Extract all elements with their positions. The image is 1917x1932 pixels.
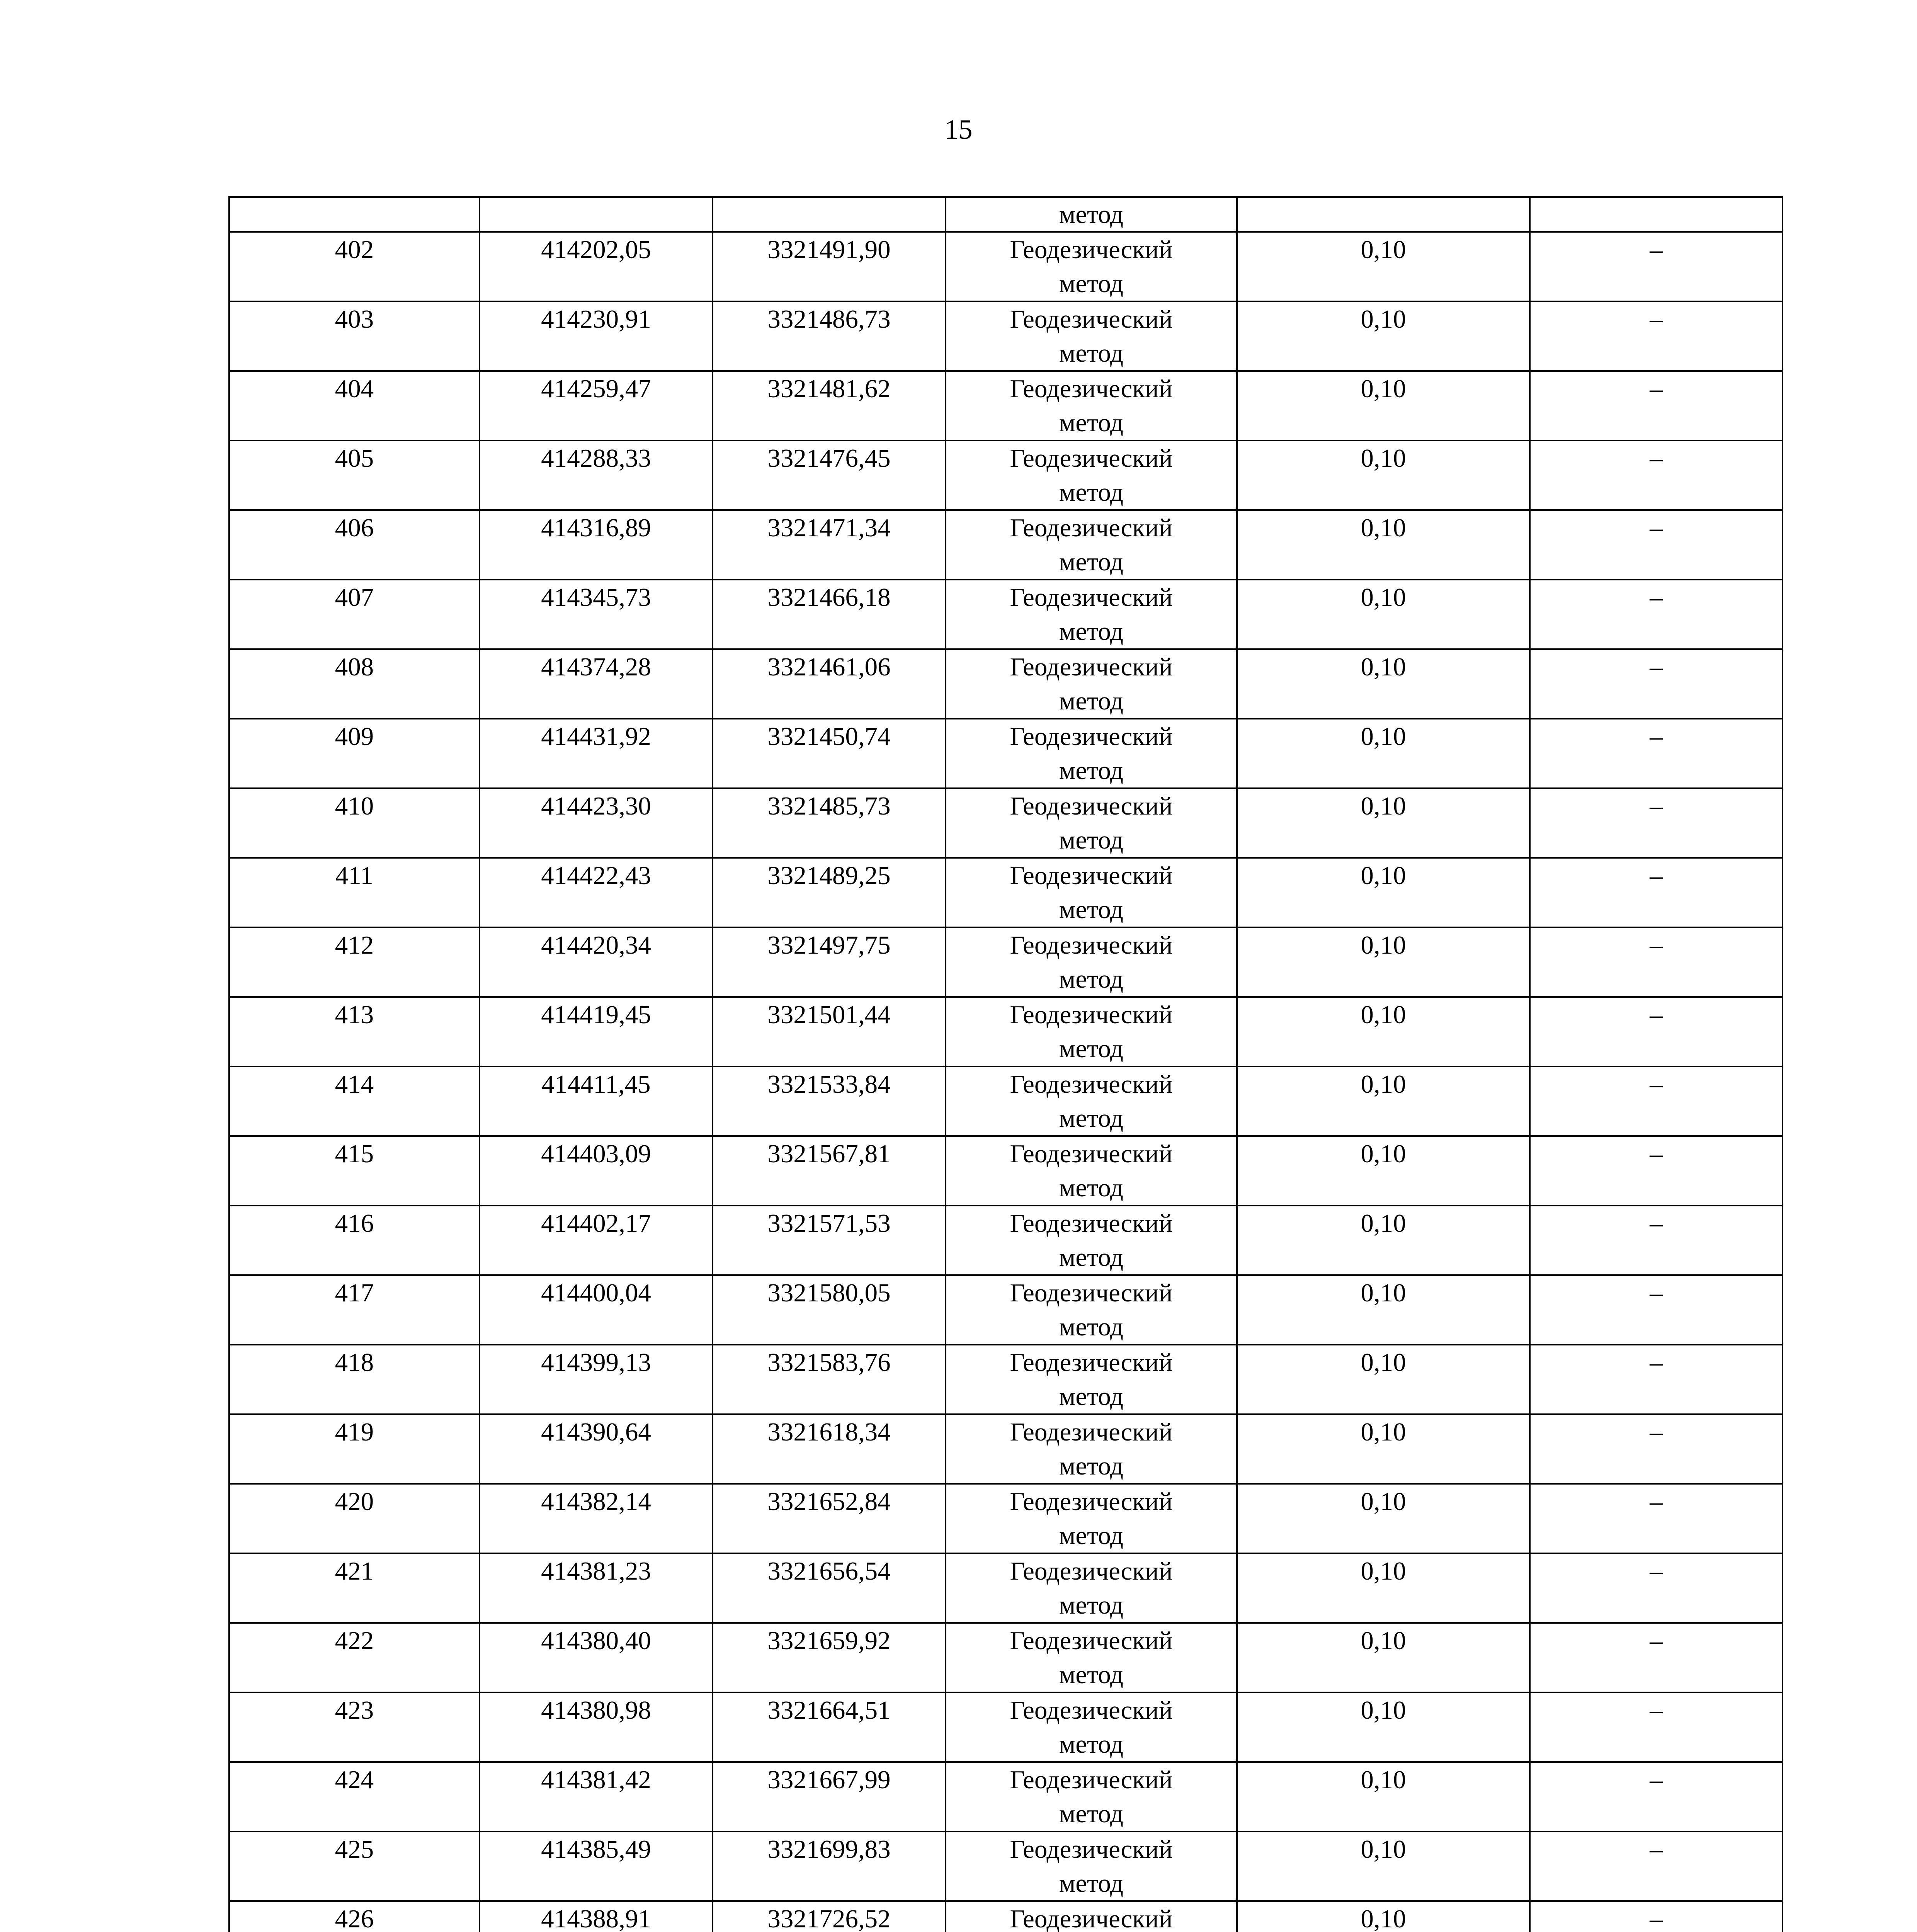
note-cell: – <box>1530 1623 1783 1692</box>
y-coordinate-cell: 3321489,25 <box>713 858 946 927</box>
table-row <box>229 1623 1783 1692</box>
accuracy-cell: 0,10 <box>1237 371 1530 440</box>
point-number-cell: 408 <box>229 649 480 719</box>
method-line-2: метод <box>1059 756 1124 785</box>
table-row <box>229 301 1783 371</box>
method-line-2: метод <box>1059 617 1124 646</box>
method-cell <box>946 1762 1237 1832</box>
method-cell <box>946 1136 1237 1206</box>
continuation-row <box>229 197 1783 232</box>
method-cell <box>946 1066 1237 1136</box>
table-row <box>229 510 1783 580</box>
method-cell <box>946 858 1237 927</box>
point-number-cell: 415 <box>229 1136 480 1206</box>
method-cell <box>946 719 1237 788</box>
method-cell <box>946 371 1237 440</box>
accuracy-cell: 0,10 <box>1237 440 1530 510</box>
point-number-cell: 410 <box>229 788 480 858</box>
method-line-1: Геодезический <box>1010 792 1173 820</box>
y-coordinate-cell: 3321461,06 <box>713 649 946 719</box>
accuracy-cell: 0,10 <box>1237 788 1530 858</box>
accuracy-cell: 0,10 <box>1237 997 1530 1066</box>
method-line-1: Геодезический <box>1010 653 1173 681</box>
y-coordinate-cell: 3321485,73 <box>713 788 946 858</box>
method-line-2: метод <box>1059 1104 1124 1133</box>
method-cell <box>946 1484 1237 1553</box>
point-number-cell: 409 <box>229 719 480 788</box>
x-coordinate-cell: 414419,45 <box>480 997 713 1066</box>
y-coordinate-cell: 3321476,45 <box>713 440 946 510</box>
y-coordinate-cell: 3321450,74 <box>713 719 946 788</box>
table-row <box>229 371 1783 440</box>
note-cell: – <box>1530 440 1783 510</box>
method-line-1: Геодезический <box>1010 1209 1173 1238</box>
accuracy-cell: 0,10 <box>1237 510 1530 580</box>
point-number-cell: 416 <box>229 1206 480 1275</box>
accuracy-cell: 0,10 <box>1237 1623 1530 1692</box>
method-line-2: метод <box>1059 1382 1124 1411</box>
table-row <box>229 580 1783 649</box>
method-line-2: метод <box>1059 1591 1124 1619</box>
method-cell <box>946 1345 1237 1414</box>
table-row <box>229 1553 1783 1623</box>
y-coordinate-cell: 3321466,18 <box>713 580 946 649</box>
x-coordinate-cell: 414230,91 <box>480 301 713 371</box>
method-line-1: Геодезический <box>1010 583 1173 612</box>
note-cell: – <box>1530 1345 1783 1414</box>
table-row <box>229 858 1783 927</box>
method-cell <box>946 649 1237 719</box>
method-cell <box>946 580 1237 649</box>
point-number-cell <box>229 197 480 232</box>
point-number-cell: 405 <box>229 440 480 510</box>
table-row <box>229 232 1783 301</box>
method-cell <box>946 1275 1237 1345</box>
x-coordinate-cell: 414382,14 <box>480 1484 713 1553</box>
accuracy-cell: 0,10 <box>1237 649 1530 719</box>
method-cell: метод <box>946 197 1237 232</box>
note-cell: – <box>1530 997 1783 1066</box>
accuracy-cell: 0,10 <box>1237 719 1530 788</box>
x-coordinate-cell: 414288,33 <box>480 440 713 510</box>
point-number-cell: 403 <box>229 301 480 371</box>
x-coordinate-cell: 414400,04 <box>480 1275 713 1345</box>
table-row <box>229 1136 1783 1206</box>
method-line-2: метод <box>1059 1799 1124 1828</box>
method-line-2: метод <box>1059 1869 1124 1898</box>
note-cell: – <box>1530 371 1783 440</box>
accuracy-cell: 0,10 <box>1237 1692 1530 1762</box>
note-cell: – <box>1530 301 1783 371</box>
x-coordinate-cell: 414423,30 <box>480 788 713 858</box>
x-coordinate-cell: 414345,73 <box>480 580 713 649</box>
method-line-2: метод <box>1059 895 1124 924</box>
accuracy-cell: 0,10 <box>1237 1275 1530 1345</box>
table-row <box>229 1206 1783 1275</box>
method-line-1: Геодезический <box>1010 1835 1173 1864</box>
coordinates-table-body <box>229 197 1783 1932</box>
accuracy-cell: 0,10 <box>1237 1484 1530 1553</box>
table-row <box>229 1345 1783 1414</box>
method-line-1: Геодезический <box>1010 1905 1173 1932</box>
x-coordinate-cell: 414316,89 <box>480 510 713 580</box>
x-coordinate-cell: 414390,64 <box>480 1414 713 1484</box>
table-row <box>229 1484 1783 1553</box>
y-coordinate-cell: 3321667,99 <box>713 1762 946 1832</box>
note-cell: – <box>1530 1553 1783 1623</box>
method-line-2: метод <box>1059 1243 1124 1272</box>
table-row <box>229 440 1783 510</box>
method-cell <box>946 1206 1237 1275</box>
point-number-cell: 414 <box>229 1066 480 1136</box>
method-line-2: метод <box>1059 1660 1124 1689</box>
method-cell <box>946 997 1237 1066</box>
table-row <box>229 788 1783 858</box>
point-number-cell: 412 <box>229 927 480 997</box>
x-coordinate-cell: 414385,49 <box>480 1832 713 1901</box>
accuracy-cell: 0,10 <box>1237 1553 1530 1623</box>
accuracy-cell: 0,10 <box>1237 580 1530 649</box>
note-cell <box>1530 197 1783 232</box>
table-row <box>229 1414 1783 1484</box>
point-number-cell: 402 <box>229 232 480 301</box>
method-cell <box>946 788 1237 858</box>
method-line-2: метод <box>1059 408 1124 437</box>
y-coordinate-cell: 3321571,53 <box>713 1206 946 1275</box>
x-coordinate-cell: 414374,28 <box>480 649 713 719</box>
y-coordinate-cell: 3321580,05 <box>713 1275 946 1345</box>
accuracy-cell: 0,10 <box>1237 1901 1530 1932</box>
accuracy-cell: 0,10 <box>1237 1136 1530 1206</box>
note-cell: – <box>1530 649 1783 719</box>
y-coordinate-cell: 3321481,62 <box>713 371 946 440</box>
y-coordinate-cell: 3321567,81 <box>713 1136 946 1206</box>
table-row <box>229 1066 1783 1136</box>
method-line-2: метод <box>1059 1452 1124 1480</box>
x-coordinate-cell <box>480 197 713 232</box>
method-line-2: метод <box>1059 548 1124 576</box>
y-coordinate-cell: 3321497,75 <box>713 927 946 997</box>
method-cell <box>946 1901 1237 1932</box>
point-number-cell: 406 <box>229 510 480 580</box>
x-coordinate-cell: 414381,23 <box>480 1553 713 1623</box>
y-coordinate-cell: 3321699,83 <box>713 1832 946 1901</box>
x-coordinate-cell: 414431,92 <box>480 719 713 788</box>
table-row <box>229 1762 1783 1832</box>
method-line-2: метод <box>1059 687 1124 715</box>
x-coordinate-cell: 414420,34 <box>480 927 713 997</box>
method-line-2: метод <box>1059 478 1124 507</box>
y-coordinate-cell: 3321533,84 <box>713 1066 946 1136</box>
method-line-1: Геодезический <box>1010 374 1173 403</box>
method-line-2: метод <box>1059 1173 1124 1202</box>
method-line-1: Геодезический <box>1010 1418 1173 1446</box>
point-number-cell: 411 <box>229 858 480 927</box>
note-cell: – <box>1530 719 1783 788</box>
note-cell: – <box>1530 510 1783 580</box>
method-line-1: Геодезический <box>1010 1696 1173 1725</box>
method-line-2: метод <box>1059 339 1124 367</box>
note-cell: – <box>1530 1136 1783 1206</box>
x-coordinate-cell: 414202,05 <box>480 232 713 301</box>
point-number-cell: 423 <box>229 1692 480 1762</box>
x-coordinate-cell: 414403,09 <box>480 1136 713 1206</box>
x-coordinate-cell: 414402,17 <box>480 1206 713 1275</box>
y-coordinate-cell: 3321618,34 <box>713 1414 946 1484</box>
method-line-1: Геодезический <box>1010 1626 1173 1655</box>
note-cell: – <box>1530 1762 1783 1832</box>
method-line-1: Геодезический <box>1010 1765 1173 1794</box>
method-line-2: метод <box>1059 269 1124 298</box>
method-line-1: Геодезический <box>1010 1557 1173 1585</box>
y-coordinate-cell <box>713 197 946 232</box>
point-number-cell: 404 <box>229 371 480 440</box>
x-coordinate-cell: 414380,98 <box>480 1692 713 1762</box>
method-line-1: Геодезический <box>1010 444 1173 473</box>
method-line-1: Геодезический <box>1010 1279 1173 1307</box>
y-coordinate-cell: 3321664,51 <box>713 1692 946 1762</box>
method-line-1: Геодезический <box>1010 1348 1173 1377</box>
note-cell: – <box>1530 858 1783 927</box>
table-row <box>229 927 1783 997</box>
note-cell: – <box>1530 788 1783 858</box>
page-number: 15 <box>944 114 973 145</box>
y-coordinate-cell: 3321652,84 <box>713 1484 946 1553</box>
accuracy-cell: 0,10 <box>1237 1414 1530 1484</box>
method-cell <box>946 301 1237 371</box>
method-cell <box>946 1832 1237 1901</box>
note-cell: – <box>1530 1414 1783 1484</box>
y-coordinate-cell: 3321491,90 <box>713 232 946 301</box>
x-coordinate-cell: 414259,47 <box>480 371 713 440</box>
method-line-2: метод <box>1059 965 1124 993</box>
x-coordinate-cell: 414411,45 <box>480 1066 713 1136</box>
method-cell <box>946 927 1237 997</box>
method-line-1: Геодезический <box>1010 1070 1173 1099</box>
note-cell: – <box>1530 1692 1783 1762</box>
y-coordinate-cell: 3321471,34 <box>713 510 946 580</box>
accuracy-cell: 0,10 <box>1237 301 1530 371</box>
method-line-2: метод <box>1059 826 1124 854</box>
method-line-2: метод <box>1059 1521 1124 1550</box>
accuracy-cell: 0,10 <box>1237 1832 1530 1901</box>
accuracy-cell: 0,10 <box>1237 1762 1530 1832</box>
accuracy-cell: 0,10 <box>1237 232 1530 301</box>
point-number-cell: 422 <box>229 1623 480 1692</box>
accuracy-cell: 0,10 <box>1237 1206 1530 1275</box>
note-cell: – <box>1530 1206 1783 1275</box>
method-cell <box>946 440 1237 510</box>
method-cell <box>946 1623 1237 1692</box>
table-row <box>229 1901 1783 1932</box>
note-cell: – <box>1530 580 1783 649</box>
note-cell: – <box>1530 232 1783 301</box>
method-line-2: метод <box>1059 1730 1124 1759</box>
point-number-cell: 424 <box>229 1762 480 1832</box>
point-number-cell: 413 <box>229 997 480 1066</box>
method-line-1: Геодезический <box>1010 305 1173 333</box>
point-number-cell: 407 <box>229 580 480 649</box>
point-number-cell: 420 <box>229 1484 480 1553</box>
point-number-cell: 425 <box>229 1832 480 1901</box>
table-row <box>229 1692 1783 1762</box>
method-cell <box>946 1692 1237 1762</box>
method-line-2: метод <box>1059 1034 1124 1063</box>
x-coordinate-cell: 414381,42 <box>480 1762 713 1832</box>
method-line-1: Геодезический <box>1010 1000 1173 1029</box>
note-cell: – <box>1530 1275 1783 1345</box>
accuracy-cell: 0,10 <box>1237 1345 1530 1414</box>
y-coordinate-cell: 3321656,54 <box>713 1553 946 1623</box>
method-line-1: Геодезический <box>1010 1487 1173 1516</box>
table-row <box>229 649 1783 719</box>
y-coordinate-cell: 3321726,52 <box>713 1901 946 1932</box>
coordinates-table <box>228 196 1783 1932</box>
point-number-cell: 421 <box>229 1553 480 1623</box>
method-line-1: Геодезический <box>1010 1139 1173 1168</box>
x-coordinate-cell: 414388,91 <box>480 1901 713 1932</box>
method-line-1: Геодезический <box>1010 722 1173 751</box>
point-number-cell: 417 <box>229 1275 480 1345</box>
method-line-1: Геодезический <box>1010 931 1173 959</box>
table-row <box>229 1832 1783 1901</box>
y-coordinate-cell: 3321583,76 <box>713 1345 946 1414</box>
accuracy-cell <box>1237 197 1530 232</box>
y-coordinate-cell: 3321501,44 <box>713 997 946 1066</box>
note-cell: – <box>1530 1901 1783 1932</box>
y-coordinate-cell: 3321659,92 <box>713 1623 946 1692</box>
accuracy-cell: 0,10 <box>1237 1066 1530 1136</box>
note-cell: – <box>1530 927 1783 997</box>
method-cell <box>946 1553 1237 1623</box>
x-coordinate-cell: 414422,43 <box>480 858 713 927</box>
x-coordinate-cell: 414399,13 <box>480 1345 713 1414</box>
table-row <box>229 1275 1783 1345</box>
method-line-1: Геодезический <box>1010 514 1173 542</box>
accuracy-cell: 0,10 <box>1237 858 1530 927</box>
accuracy-cell: 0,10 <box>1237 927 1530 997</box>
note-cell: – <box>1530 1066 1783 1136</box>
method-line-2: метод <box>1059 1313 1124 1341</box>
method-line-1: Геодезический <box>1010 861 1173 890</box>
table-row <box>229 719 1783 788</box>
note-cell: – <box>1530 1484 1783 1553</box>
method-cell <box>946 1414 1237 1484</box>
point-number-cell: 426 <box>229 1901 480 1932</box>
point-number-cell: 419 <box>229 1414 480 1484</box>
x-coordinate-cell: 414380,40 <box>480 1623 713 1692</box>
method-cell <box>946 510 1237 580</box>
note-cell: – <box>1530 1832 1783 1901</box>
table-row <box>229 997 1783 1066</box>
point-number-cell: 418 <box>229 1345 480 1414</box>
y-coordinate-cell: 3321486,73 <box>713 301 946 371</box>
method-cell <box>946 232 1237 301</box>
method-line-1: Геодезический <box>1010 235 1173 264</box>
